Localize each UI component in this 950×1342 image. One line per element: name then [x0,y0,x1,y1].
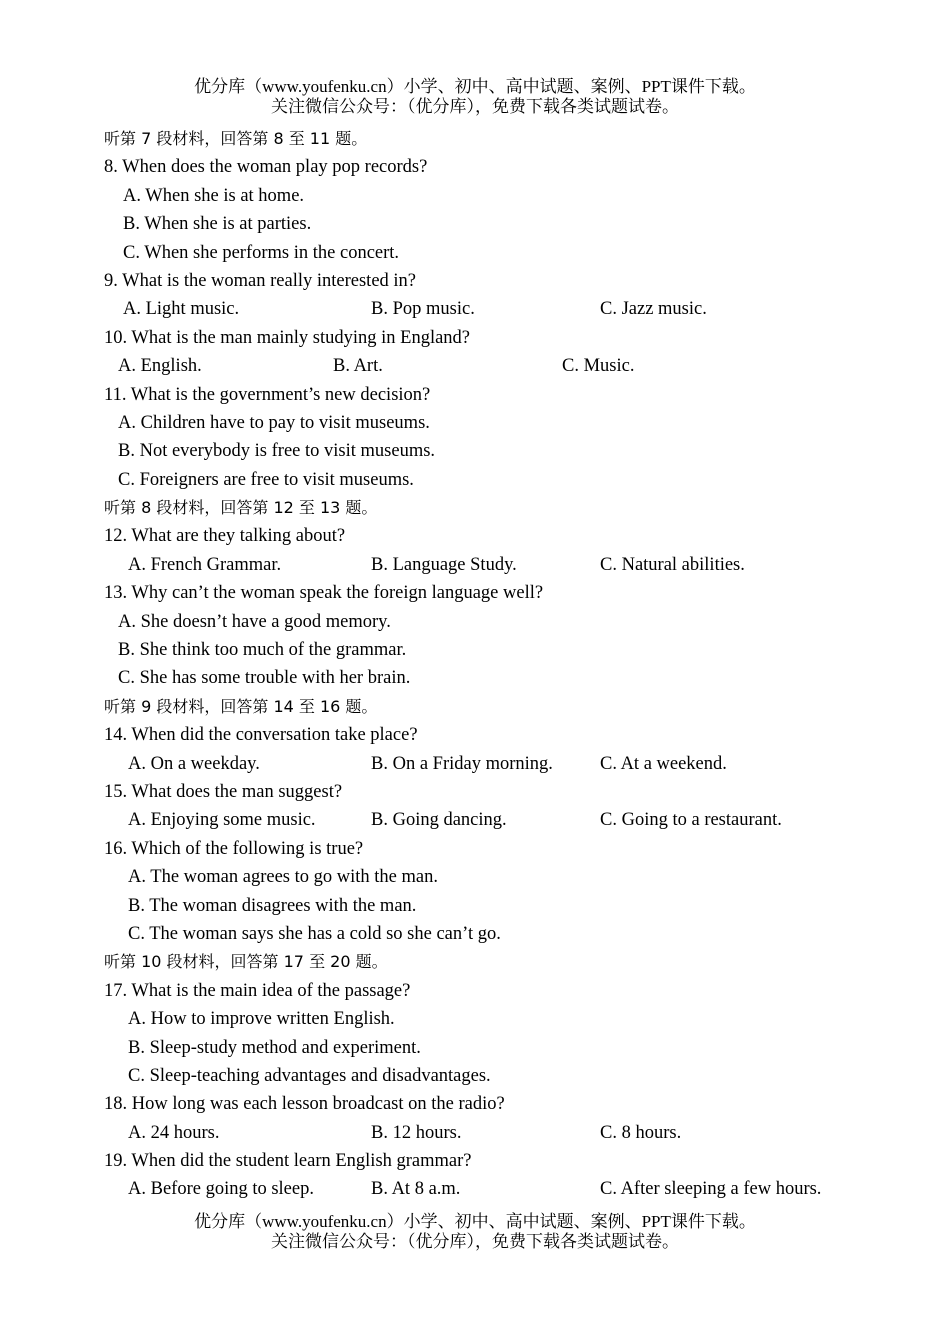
question-18: 18. How long was each lesson broadcast on the radio? [104,1094,505,1115]
option-15b: B. Going dancing. [371,810,507,831]
option-10b: B. Art. [333,356,383,377]
question-17: 17. What is the main idea of the passage? [104,980,411,1001]
options-row-9 [104,295,864,323]
option-19c: C. After sleeping a few hours. [600,1179,822,1200]
option-8b: B. When she is at parties. [123,214,312,235]
option-11a: A. Children have to pay to visit museums. [118,412,430,433]
question-10: 10. What is the man mainly studying in England? [104,327,471,348]
option-17c: C. Sleep-teaching advantages and disadvantages. [128,1065,491,1086]
question-8: 8. When does the woman play pop records? [104,157,428,178]
question-11: 11. What is the government’s new decision? [104,384,431,405]
question-14: 14. When did the conversation take place? [104,725,418,746]
option-14a: A. On a weekday. [128,753,260,774]
section-heading-8: 听第 8 段材料，回答第 12 至 13 题。 [104,498,378,518]
option-16a: A. The woman agrees to go with the man. [128,867,438,888]
option-13a: A. She doesn’t have a good memory. [118,611,391,632]
option-9b: B. Pop music. [371,299,475,320]
option-18c: C. 8 hours. [600,1122,682,1143]
option-12b: B. Language Study. [371,554,517,575]
option-10c: C. Music. [562,356,635,377]
section-heading-9: 听第 9 段材料，回答第 14 至 16 题。 [104,696,378,716]
question-9: 9. What is the woman really interested in? [104,270,417,291]
option-19a: A. Before going to sleep. [128,1179,314,1200]
option-14b: B. On a Friday morning. [371,753,553,774]
options-row-14 [104,750,864,778]
exam-content [104,125,864,1204]
option-11b: B. Not everybody is free to visit museums. [118,441,436,462]
option-10a: A. English. [118,356,202,377]
option-12a: A. French Grammar. [128,554,282,575]
option-15a: A. Enjoying some music. [128,810,316,831]
option-18a: A. 24 hours. [128,1122,220,1143]
footer-line-1: 优分库（www.youfenku.cn）小学、初中、高中试题、案例、PPT课件下载。 [194,1212,756,1231]
options-row-19 [104,1175,864,1203]
option-15c: C. Going to a restaurant. [600,810,782,831]
option-13b: B. She think too much of the grammar. [118,640,407,661]
option-9c: C. Jazz music. [600,299,707,320]
option-17a: A. How to improve written English. [128,1009,395,1030]
header-line-2: 关注微信公众号：（优分库），免费下载各类试题试卷。 [271,97,679,116]
section-heading-7: 听第 7 段材料，回答第 8 至 11 题。 [104,129,368,148]
question-15: 15. What does the man suggest? [104,781,343,802]
header-line-1: 优分库（www.youfenku.cn）小学、初中、高中试题、案例、PPT课件下载。 [194,77,756,96]
footer-line-2: 关注微信公众号：（优分库），免费下载各类试题试卷。 [271,1232,679,1251]
option-8a: A. When she is at home. [123,185,305,206]
option-19b: B. At 8 a.m. [371,1179,461,1200]
section-heading-10: 听第 10 段材料，回答第 17 至 20 题。 [104,952,388,972]
question-19: 19. When did the student learn English grammar? [104,1151,472,1172]
page-footer [0,1212,950,1252]
question-16: 16. Which of the following is true? [104,838,364,859]
option-16b: B. The woman disagrees with the man. [128,895,417,916]
option-11c: C. Foreigners are free to visit museums. [118,469,414,490]
question-12: 12. What are they talking about? [104,526,346,547]
page-header [0,77,950,117]
options-row-15 [104,806,864,834]
options-row-12 [104,551,864,579]
question-13: 13. Why can’t the woman speak the foreign language well? [104,583,544,604]
options-row-10 [104,352,864,380]
option-17b: B. Sleep-study method and experiment. [128,1037,421,1058]
option-8c: C. When she performs in the concert. [123,242,400,263]
option-18b: B. 12 hours. [371,1122,462,1143]
option-12c: C. Natural abilities. [600,554,745,575]
options-row-18 [104,1119,864,1147]
option-16c: C. The woman says she has a cold so she can’t go. [128,923,501,944]
option-9a: A. Light music. [123,299,240,320]
option-13c: C. She has some trouble with her brain. [118,668,411,689]
option-14c: C. At a weekend. [600,753,727,774]
